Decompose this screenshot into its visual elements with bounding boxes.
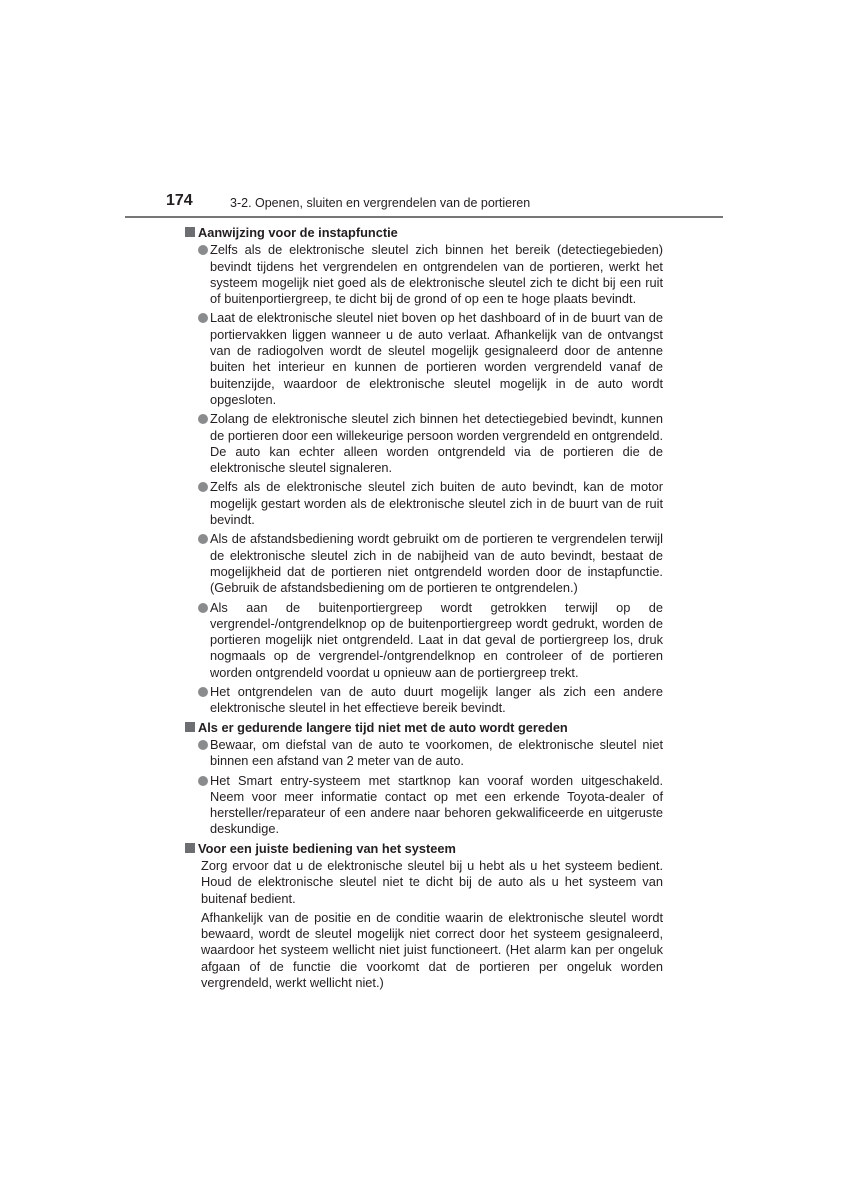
section-heading: Aanwijzing voor de instapfunctie [185, 225, 663, 241]
square-bullet-icon [185, 843, 195, 853]
circle-bullet-icon [198, 776, 208, 786]
section-heading: Voor een juiste bediening van het systeem [185, 841, 663, 857]
bullet-item: Zolang de elektronische sleutel zich binnen het detectiegebied bevindt, kunnen de portieren door een willekeurige persoon worden vergrendeld en ontgrendeld. De auto kan echter alleen worden ontgrendeld via de portieren die de elektronische sleutel signaleren. [198, 411, 663, 476]
square-bullet-icon [185, 227, 195, 237]
section-heading: Als er gedurende langere tijd niet met de auto wordt gereden [185, 720, 663, 736]
page-content [185, 225, 663, 994]
section-instapfunctie [185, 225, 663, 717]
circle-bullet-icon [198, 740, 208, 750]
square-bullet-icon [185, 722, 195, 732]
page-header [166, 192, 722, 218]
circle-bullet-icon [198, 313, 208, 323]
bullet-item: Zelfs als de elektronische sleutel zich buiten de auto bevindt, kan de motor mogelijk gestart worden als de elektronische sleutel zich in de buurt van de ruit bevindt. [198, 479, 663, 528]
circle-bullet-icon [198, 482, 208, 492]
bullet-item: Het ontgrendelen van de auto duurt mogelijk langer als zich een andere elektronische sleutel in het effectieve bereik bevindt. [198, 684, 663, 717]
bullet-item: Laat de elektronische sleutel niet boven op het dashboard of in de buurt van de portiervakken liggen wanneer u de auto verlaat. Afhankelijk van de ontvangst van de radiogolven wordt de sleutel mogelijk gesignaleerd door de antenne buiten het interieur en kunnen de portieren worden vergrendeld vanaf de buitenzijde, waardoor de elektronische sleutel mogelijk in de auto wordt opgesloten. [198, 310, 663, 408]
bullet-item: Zelfs als de elektronische sleutel zich binnen het bereik (detectiegebieden) bevindt tijdens het vergrendelen en ontgrendelen van de portieren, werkt het systeem mogelijk niet goed als de elektronische sleutel zich te dicht bij een ruit of buitenportiergreep, te dicht bij de grond of op een te hoge plaats bevindt. [198, 242, 663, 307]
bullet-item: Bewaar, om diefstal van de auto te voorkomen, de elektronische sleutel niet binnen een afstand van 2 meter van de auto. [198, 737, 663, 770]
section-juiste-bediening [185, 841, 663, 992]
circle-bullet-icon [198, 414, 208, 424]
circle-bullet-icon [198, 603, 208, 613]
page-number: 174 [166, 192, 193, 209]
bullet-item: Als de afstandsbediening wordt gebruikt om de portieren te vergrendelen terwijl de elektronische sleutel zich in de nabijheid van de auto bevindt, bestaat de mogelijkheid dat de portieren niet ontgrendeld worden door de instapfunctie. (Gebruik de afstandsbediening om de portieren te ontgrendelen.) [198, 531, 663, 596]
bullet-item: Het Smart entry-systeem met startknop kan vooraf worden uitgeschakeld. Neem voor meer informatie contact op met een erkende Toyota-dealer of hersteller/reparateur of een andere naar behoren gekwalificeerde en uitgeruste deskundige. [198, 773, 663, 838]
circle-bullet-icon [198, 687, 208, 697]
circle-bullet-icon [198, 245, 208, 255]
paragraph: Zorg ervoor dat u de elektronische sleutel bij u hebt als u het systeem bedient. Houd de elektronische sleutel niet te dicht bij de auto als u het systeem van buitenaf bedient. [201, 857, 663, 906]
bullet-item: Als aan de buitenportiergreep wordt getrokken terwijl op de vergrendel-/ontgrendelknop op de buitenportiergreep wordt gedrukt, worden de portieren mogelijk niet ontgrendeld. Laat in dat geval de portiergreep los, druk nogmaals op de vergrendel-/ontgrendelknop en controleer of de portieren worden ontgrendeld voordat u opnieuw aan de portiergreep trekt. [198, 600, 663, 681]
circle-bullet-icon [198, 534, 208, 544]
paragraph: Afhankelijk van de positie en de conditie waarin de elektronische sleutel wordt bewaard, wordt de sleutel mogelijk niet correct door het systeem gesignaleerd, waardoor het systeem wellicht niet juist functioneert. (Het alarm kan per ongeluk afgaan of de functie die voorkomt dat de portieren per ongeluk worden vergrendeld, werkt wellicht niet.) [201, 909, 663, 991]
header-divider [125, 216, 723, 218]
section-title: 3-2. Openen, sluiten en vergrendelen van de portieren [230, 196, 531, 210]
section-langere-tijd [185, 720, 663, 838]
